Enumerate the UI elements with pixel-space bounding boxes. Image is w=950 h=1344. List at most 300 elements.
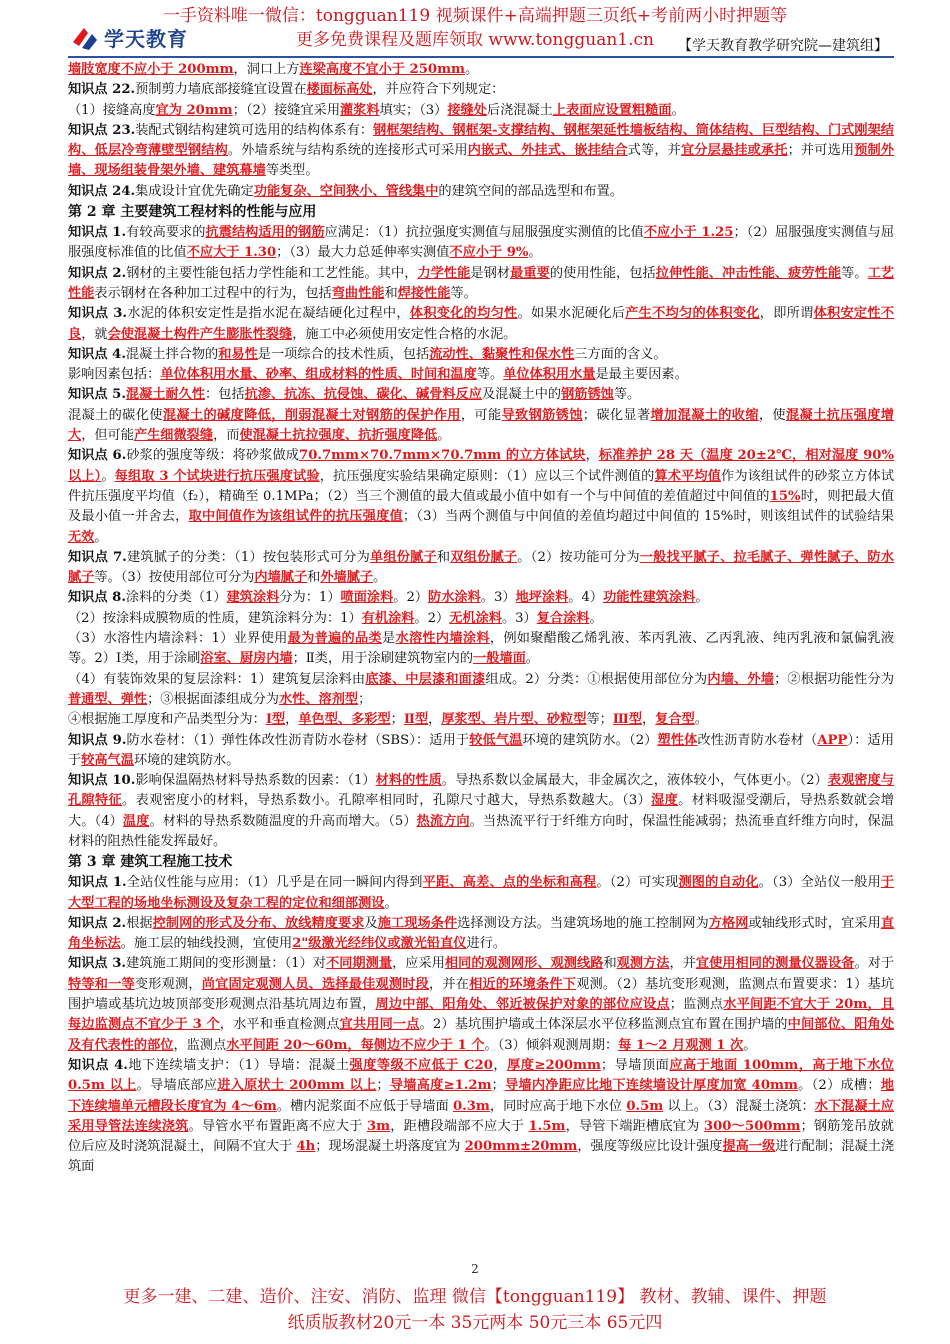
highlighted-term: 抗震结构适用的钢筋 [205,225,325,241]
highlighted-term: 上表面应设置粗糙面 [552,102,672,118]
highlighted-term: 相近的环境条件下 [469,976,577,992]
paragraph [68,223,894,264]
text-run: 。表观密度小的材料，导热系数小。孔隙率相同时，孔隙尺寸越大，导热系数越大。（3） [122,793,652,809]
highlighted-term: 进入原状土 200mm 以上 [217,1078,377,1094]
knowledge-point-label: 知识点 5. [68,387,126,403]
text-run: 。3） [501,610,537,626]
highlighted-term: 不应大于 1.30 [186,245,277,261]
text-run: 。 [101,468,115,484]
text-run: 混凝土拌合物的 [125,346,219,362]
highlighted-term: 最重要 [510,265,550,281]
bottom-promo-line-2: 纸质版教材20元一本 35元两本 50元三本 65元四 [287,1313,663,1333]
highlighted-term: 一般墙面 [473,651,526,667]
text-run: 时，则把最大值及最小值一并舍去， [68,488,895,525]
text-run: ；并可选用 [787,143,855,159]
highlighted-term: 平距、高差、点的坐标和高程 [422,875,597,891]
highlighted-term: 内墙腻子 [254,570,308,586]
text-run: ；（3）当两个测值与中间值的差值均超过中间值的 15%时，则该组试件的试验结果 [402,509,895,525]
text-run: ，例如聚醋酸乙烯乳液、苯丙乳液、乙丙乳液、纯丙乳液和氯偏乳液等。2）Ⅰ类，用于涂刷 [68,631,895,667]
highlighted-term: 水平间距 20～60m，每侧边不应少于 1 个 [226,1037,485,1053]
highlighted-term: 底漆、中层漆和面漆 [365,671,486,687]
org-label: 【学天教育教学研究院—建筑组】 [678,38,888,54]
text-run: ，应采用 [392,956,445,972]
text-run: 地下连续墙支护：（1）导墙：混凝土 [127,1057,350,1073]
text-run: 。（3）倾斜观测周期： [484,1037,619,1053]
text-run: ， [492,1057,508,1073]
paragraph [68,406,894,447]
knowledge-point-label: 知识点 10. [68,773,136,789]
highlighted-term: 测图的自动化 [678,875,759,891]
text-run: 等。 [476,367,504,383]
text-run: 砂浆的强度等级：将砂浆做成 [126,448,300,464]
text-run: 。材料吸湿受潮后，导热系数就会增大。（4） [68,793,894,829]
text-run: ，并应符合下列规定： [372,82,505,98]
highlighted-term: 较低气温 [469,732,523,748]
bottom-promo-banner [0,1284,950,1336]
highlighted-term: 特等和一等 [68,976,135,992]
text-run: 等。 [613,387,641,403]
text-run: 。槽内泥浆面不应低于导墙面 [276,1098,453,1114]
highlighted-term: 连梁高度不宜小于 250mm [299,62,465,77]
text-run: 。 [94,529,108,545]
highlighted-term: 普通型、弹性 [68,691,148,707]
text-run: ；（2）接缝宜采用 [232,102,341,118]
highlighted-term: 200mm±20mm [464,1139,578,1155]
text-run: 。 [694,712,708,728]
text-run: ，并 [669,956,696,972]
text-run: 观测。（2）基坑变形观测，监测点布置要求：1）基坑围护墙或基坑边坡顶部变形观测点沿基坑周边布置， [68,976,895,1013]
knowledge-point-label: 知识点 8. [68,590,126,606]
text-run: 集成设计宜优先确定 [135,183,254,199]
highlighted-term: 导墙高度≥1.2m [389,1078,492,1094]
text-run: 填实；（3） [379,102,448,118]
highlighted-term: 水溶性内墙涂料 [395,631,490,647]
text-run: 及 [364,915,378,931]
paragraph [68,345,894,365]
text-run: ，但可能 [81,428,134,444]
highlighted-term: 内嵌式、外挂式、嵌挂结合 [467,143,628,159]
text-run: 组成。2）分类：①根据使用部位分为 [485,671,708,687]
knowledge-point-label: 知识点 3. [68,956,127,972]
highlighted-term: 力学性能 [417,265,471,281]
text-run: ；监测点 [669,997,724,1013]
paragraph [68,588,894,608]
highlighted-term: 厚浆型、岩片型、砂粒型 [441,712,587,728]
text-run: ； [358,691,372,707]
text-run: 影响保温隔热材料导热系数的因素：（1） [135,773,376,789]
knowledge-point-label: 知识点 22. [68,82,136,98]
highlighted-term: 流动性、黏聚性和保水性 [429,346,575,362]
highlighted-term: 导墙内净距应比地下连续墙设计厚度加宽 40mm [504,1078,798,1094]
text-run: 。 [589,610,603,626]
text-run: ④根据施工厚度和产品类型分为： [68,712,266,728]
text-run: ，同时应高于地下水位 [489,1098,627,1114]
text-run: 或轴线形式时，宜采用 [748,915,881,931]
paragraph [68,121,894,182]
text-run: ， [428,712,442,728]
knowledge-point-label: 知识点 1. [68,225,127,241]
highlighted-term: 浴室、厨房内墙 [200,651,293,667]
highlighted-term: 相同的观测网形、观测线路 [444,956,604,972]
highlighted-term: 应高于地面 100mm，高于地下水位 0.5m 以上 [68,1057,894,1094]
highlighted-term: 钢框架结构、钢框架-支撑结构、钢框架延性墙板结构、筒体结构、巨型结构、门式刚架结构、低层冷弯薄壁型钢结构 [68,122,894,159]
text-run: ；Ⅱ类，用于涂刷建筑物室内的 [292,651,474,667]
highlighted-term: 灌浆料 [340,102,380,118]
highlighted-term: 复合型 [655,712,695,728]
text-run: 和 [384,285,398,301]
text-run: ，可能 [460,407,502,423]
highlighted-term: 使混凝土抗拉强度、抗折强度降低 [239,428,438,444]
text-run: ，并在 [429,976,470,992]
paragraph [68,710,894,730]
highlighted-term: 每组取 3 个试块进行抗压强度试验 [114,468,320,484]
text-run: 。导墙底部应 [136,1078,218,1094]
text-run: ，抗压强度实验结果确定原则：（1）应以三个试件测值的 [319,468,655,484]
text-run: 。 [525,651,539,667]
highlighted-term: 拉伸性能、冲击性能、疲劳性能 [655,265,842,281]
highlighted-term: 表观密度与孔隙特征 [68,773,894,809]
text-run: 变形观测， [134,976,202,992]
text-run: 建筑腻子的分类：（1）按包装形式可分为 [126,549,370,565]
text-run: 。2） [393,590,429,606]
text-run: ，监测点 [173,1037,227,1053]
text-run: 三方面的含义。 [574,346,667,362]
text-run: 分为：1） [279,590,341,606]
highlighted-term: 混凝土的碱度降低，削弱混凝土对钢筋的保护作用 [162,407,461,423]
text-run: 。（3）全站仪一般用 [758,875,881,891]
knowledge-point-label: 知识点 24. [68,183,136,199]
text-run: 装配式钢结构建筑可选用的结构体系有： [135,122,374,138]
text-run: 。 [437,428,451,444]
highlighted-term: 复合涂料 [536,610,590,626]
text-run: ，就 [81,326,108,342]
highlighted-term: Ⅲ型 [612,712,643,728]
text-run: 改性沥青防水卷材（ [697,732,818,748]
highlighted-term: APP [817,732,848,748]
highlighted-term: 单色型、多彩型 [298,712,391,728]
knowledge-point-label: 知识点 2. [68,915,127,931]
paragraph [68,385,894,405]
highlighted-term: 双组份腻子 [450,549,518,565]
text-run: ，水平和垂直检测点 [219,1017,340,1033]
text-run: ，强度等级应比设计强度 [577,1139,723,1155]
text-run: ，洞口上方 [233,62,300,77]
highlighted-term: 0.3m [452,1098,490,1114]
highlighted-term: 导致钢筋锈蚀 [501,407,583,423]
text-run: ：包括 [205,387,245,403]
text-run: ，即所谓 [759,306,814,322]
text-run: 。2） [414,610,450,626]
text-run: 根据 [126,915,153,931]
text-run: 的建筑空间的部品选型和布置。 [438,183,624,199]
text-run: 和 [603,956,617,972]
highlighted-term: 体积变化的均匀性 [409,306,518,322]
text-run: 是钢材 [470,265,511,281]
highlighted-term: 不应小于 1.25 [643,225,734,241]
highlighted-term: 混凝土抗压强度增大 [68,407,894,444]
text-run: 作为该组试件的砂浆立方体试件抗压强度平均值（f₂），精确至 0.1MPa；（2）当三个测值的最大值或最小值中如有一个与中间值的差值超过中间值的 [68,468,895,504]
document-body [68,60,894,1178]
highlighted-term: 3m [366,1118,391,1134]
highlighted-term: 观测方法 [616,956,670,972]
text-run: 。当热流平行于纤维方向时，保温性能减弱；热流垂直纤维方向时，保温材料的阻热性能发挥最好。 [68,813,895,849]
highlighted-term: 喷面涂料 [340,590,394,606]
highlighted-term: 单位体积用水量、砂率、组成材料的性质、时间和温度 [160,367,477,383]
paragraph [68,670,894,711]
highlighted-term: 2"级激光经纬仪或激光铅直仪 [292,936,467,952]
paragraph [68,1056,894,1178]
text-run: 以上。（3）混凝土浇筑： [663,1098,815,1114]
text-run: 。（2）可实现 [596,875,679,891]
highlighted-term: 工艺性能 [68,265,895,301]
text-run: ，而 [213,428,240,444]
text-run: ，使 [758,407,786,423]
highlighted-term: 算术平均值 [654,468,722,484]
text-run: 是一项综合的技术性质，包括 [257,346,430,362]
highlighted-term: 接缝处 [447,102,487,118]
highlighted-term: 70.7mm×70.7mm×70.7mm 的立方体试块 [299,448,586,464]
highlighted-term: 温度 [122,813,150,829]
text-run: 等； [586,712,613,728]
text-run: 建筑施工期间的变形测量：（1）对 [126,956,326,972]
paragraph [68,548,894,589]
text-run: ， [585,448,599,464]
highlighted-term: 和易性 [218,346,258,362]
paragraph [68,731,894,772]
highlighted-term: 材料的性质 [375,773,442,789]
chapter-heading [68,852,894,873]
knowledge-point-label: 知识点 1. [68,875,127,891]
highlighted-term: 热流方向 [416,813,470,829]
text-run: 钢材的主要性能包括力学性能和工艺性能。其中， [126,265,418,281]
highlighted-term: 单组份腻子 [369,549,437,565]
highlighted-term: 一般找平腻子、拉毛腻子、弹性腻子、防水腻子 [68,549,894,586]
highlighted-term: 单位体积用水量 [503,367,596,383]
highlighted-term: 增加混凝土的收缩 [650,407,759,423]
logo-icon [70,22,100,52]
text-run: 和 [436,549,451,565]
text-run: 进行。 [466,936,507,952]
text-run: （1）接缝高度 [68,102,156,118]
text-run: 。 [384,895,398,911]
text-run: 等。（3）按使用部位可分为 [94,570,255,586]
text-run: ， [285,712,299,728]
highlighted-term: 控制网的形式及分布、放线精度要求 [152,915,365,931]
text-run: 水泥的体积安定性是指水泥在凝结硬化过程中， [127,306,410,322]
highlighted-term: 周边中部、阳角处、邻近被保护对象的部位应设点 [375,997,670,1013]
paragraph [68,629,894,670]
highlighted-term: 楼面标高处 [306,82,373,98]
paragraph [68,264,894,305]
paragraph [68,609,894,629]
text-run: ）：适用于 [68,732,895,768]
paragraph [68,914,894,955]
highlighted-term: 方格网 [708,915,749,931]
highlighted-term: 1.5m [528,1118,566,1134]
knowledge-point-label: 知识点 4. [68,1057,128,1073]
text-run: 。 [465,62,479,77]
text-run: 。 [695,590,709,606]
highlighted-term: 无效 [68,529,95,545]
highlighted-term: 厚度≥200mm [507,1057,601,1073]
text-run: ； [491,1078,505,1094]
text-run: 第 3 章 建筑工程施工技术 [68,854,233,871]
highlighted-term: 强度等级不应低于 C20 [349,1057,493,1073]
paragraph [68,954,894,1055]
highlighted-term: 15% [769,488,801,504]
text-run: 进行配制；混凝土浇筑面 [68,1139,895,1175]
text-run: 应满足：（1）抗拉强度实测值与屈服强度实测值的比值 [324,225,644,241]
text-run: 和 [307,570,321,586]
highlighted-term: 体积安定性不良 [68,306,895,342]
text-run: 防水卷材：（1）弹性体改性沥青防水卷材（SBS）：适用于 [126,732,470,748]
text-run: 。施工层的轴线投测，宜使用 [120,936,293,952]
highlighted-term: 宜分层悬挂或承托 [680,143,788,159]
highlighted-term: 水性、溶剂型 [279,691,359,707]
text-run: ； [390,712,404,728]
highlighted-term: 最为普遍的品类 [287,631,382,647]
text-run: 。（2）按功能可分为 [517,549,640,565]
text-run: 式等，并 [627,143,681,159]
highlighted-term: 宜使用相同的测量仪器设备 [695,956,855,972]
highlighted-term: 标准养护 28 天（温度 20±2℃，相对湿度 90%以上） [68,448,895,484]
text-run: 。 [528,245,542,261]
text-run: 选择测设方法。当建筑场地的施工控制网为 [457,915,709,931]
text-run: ；（3）最大力总延伸率实测值 [276,245,450,261]
highlighted-term: 宜为 20mm [155,102,233,118]
highlighted-term: 功能复杂、空间狭小、管线集中 [253,183,439,199]
text-run: 环境的建筑防水。（2） [522,732,658,748]
text-run: 。如果水泥硬化后 [517,306,626,322]
text-run: 等。 [450,285,477,301]
highlighted-term: 内墙、外墙 [707,671,775,687]
text-run: 。 [743,1037,757,1053]
text-run: 等。 [841,265,868,281]
highlighted-term: 墙肢宽度不应小于 200mm [68,62,234,77]
knowledge-point-label: 知识点 23. [68,122,136,138]
highlighted-term: 产生细微裂缝 [133,428,214,444]
text-run: ；现场混凝土坍落度宜为 [315,1139,465,1155]
text-run: 是 [381,631,396,647]
knowledge-point-label: 知识点 9. [68,732,127,748]
highlighted-term: 不应小于 9% [449,245,529,261]
knowledge-point-label: 知识点 3. [68,306,127,322]
text-run: 。材料的导热系数随温度的升高而增大。（5） [149,813,417,829]
highlighted-term: 提高一级 [722,1139,776,1155]
paragraph [68,182,894,202]
highlighted-term: 宜共用同一点 [339,1017,420,1033]
text-run: 。外墙系统与结构系统的连接形式可采用 [227,143,468,159]
top-promo-line-1: 一手资料唯一微信：tongguan119 视频课件+高端押题三页纸+考前两小时押题等 [162,6,788,26]
highlighted-term: 中间部位、阳角处及有代表性的部位 [68,1017,895,1053]
highlighted-term: 较高气温 [81,752,134,768]
paragraph [68,771,894,852]
highlighted-term: 无机涂料 [449,610,502,626]
text-run: 全站仪性能与应用：（1）几乎是在同一瞬间内得到 [126,875,423,891]
highlighted-term: 不同期测量 [326,956,393,972]
chapter-heading [68,202,894,223]
paragraph [68,101,894,121]
highlighted-term: 湿度 [651,793,679,809]
logo [70,22,188,52]
highlighted-term: 钢筋锈蚀 [561,387,614,403]
text-run: 的使用性能，包括 [549,265,656,281]
text-run: ，施工中必须使用安定性合格的水泥。 [292,326,517,342]
highlighted-term: 每 1～2 月观测 1 次 [618,1037,744,1053]
text-run: 后浇混凝土 [486,102,553,118]
highlighted-term: 300～500mm [703,1118,801,1134]
highlighted-term: 抗渗、抗冻、抗侵蚀、碳化、碱骨料反应 [244,387,482,403]
text-run: 。 [373,570,387,586]
text-run: ，导管下端距槽底宜为 [565,1118,704,1134]
text-run: 等类型。 [265,163,319,179]
page-number: 2 [471,1262,479,1276]
text-run: 混凝土的碳化使 [68,407,163,423]
text-run: 环境的建筑防水。 [133,752,240,768]
text-run: 表示钢材在各种加工过程中的行为，包括 [94,285,332,301]
paragraph [68,446,894,547]
text-run: ；（2）屈服强度实测值与屈服强度标准值的比值 [68,225,895,261]
highlighted-term: 焊接性能 [397,285,451,301]
text-run: ； [376,1078,390,1094]
text-run: 涂料的分类（1） [125,590,227,606]
paragraph [68,80,894,100]
highlighted-term: 0.5m [626,1098,664,1114]
highlighted-term: 塑性体 [657,732,698,748]
highlighted-term: 4h [296,1139,316,1155]
highlighted-term: 水下混凝土应采用导管法连续浇筑 [68,1098,894,1134]
highlighted-term: 尚宜固定观测人员、选择最佳观测时段 [201,976,430,992]
highlighted-term: Ⅱ型 [403,712,429,728]
knowledge-point-label: 知识点 6. [68,448,127,464]
highlighted-term: 弯曲性能 [331,285,385,301]
paragraph [68,365,894,385]
knowledge-point-label: 知识点 2. [68,265,127,281]
text-run: 。导热系数以金属最大，非金属次之，液体较小，气体更小。（2） [441,773,828,789]
paragraph [68,60,894,80]
highlighted-term: 水平间距不宜大于 20m，且每边监测点不宜少于 3 个 [68,997,895,1033]
text-run: 影响因素包括： [68,367,161,383]
highlighted-term: 会使混凝土构件产生膨胀性裂缝 [107,326,293,342]
text-run: 及混凝土中的 [481,387,562,403]
highlighted-term: 地坪涂料 [515,590,569,606]
text-run: 。导管水平布置距离不应大于 [188,1118,367,1134]
highlighted-term: 产生不均匀的体积变化 [625,306,760,322]
text-run: 。对于 [854,956,895,972]
highlighted-term: 混凝土耐久性 [125,387,206,403]
text-run: （2）按涂料成膜物质的性质，建筑涂料分为：1） [68,610,362,626]
text-run: ；导墙顶面 [600,1057,670,1073]
text-run: 。3） [480,590,516,606]
text-run: 。2）基坑围护墙或土体深层水平位移监测点宜布置在围护墙的 [419,1017,788,1033]
text-run: 。 [671,102,685,118]
text-run: ；③根据面漆组成分为 [147,691,279,707]
text-run: （3）水溶性内墙涂料：1）业界使用 [68,631,288,647]
highlighted-term: 取中间值作为该组试件的抗压强度值 [188,509,403,525]
text-run: 预制剪力墙底部接缝宜设置在 [135,82,307,98]
highlighted-term: 有机涂料 [361,610,415,626]
text-run: ；碳化显著 [582,407,651,423]
text-run: 第 2 章 主要建筑工程材料的性能与应用 [68,204,317,221]
highlighted-term: 建筑涂料 [226,590,280,606]
highlighted-term: 直角坐标法 [68,915,895,952]
top-promo-line-2: 更多免费课程及题库领取 www.tongguan1.cn [296,30,654,50]
highlighted-term: 外墙腻子 [320,570,374,586]
bottom-promo-line-1: 更多一建、二建、造价、注安、消防、监理 微信【tongguan119】 教材、教辅、课件、押题 [123,1287,827,1307]
text-run: ；钢筋笼吊放就位后应及时浇筑混凝土，间隔不宜大于 [68,1118,894,1155]
text-run: ，距槽段端部不应大于 [390,1118,529,1134]
text-run: ；②根据功能性分为 [774,671,895,687]
